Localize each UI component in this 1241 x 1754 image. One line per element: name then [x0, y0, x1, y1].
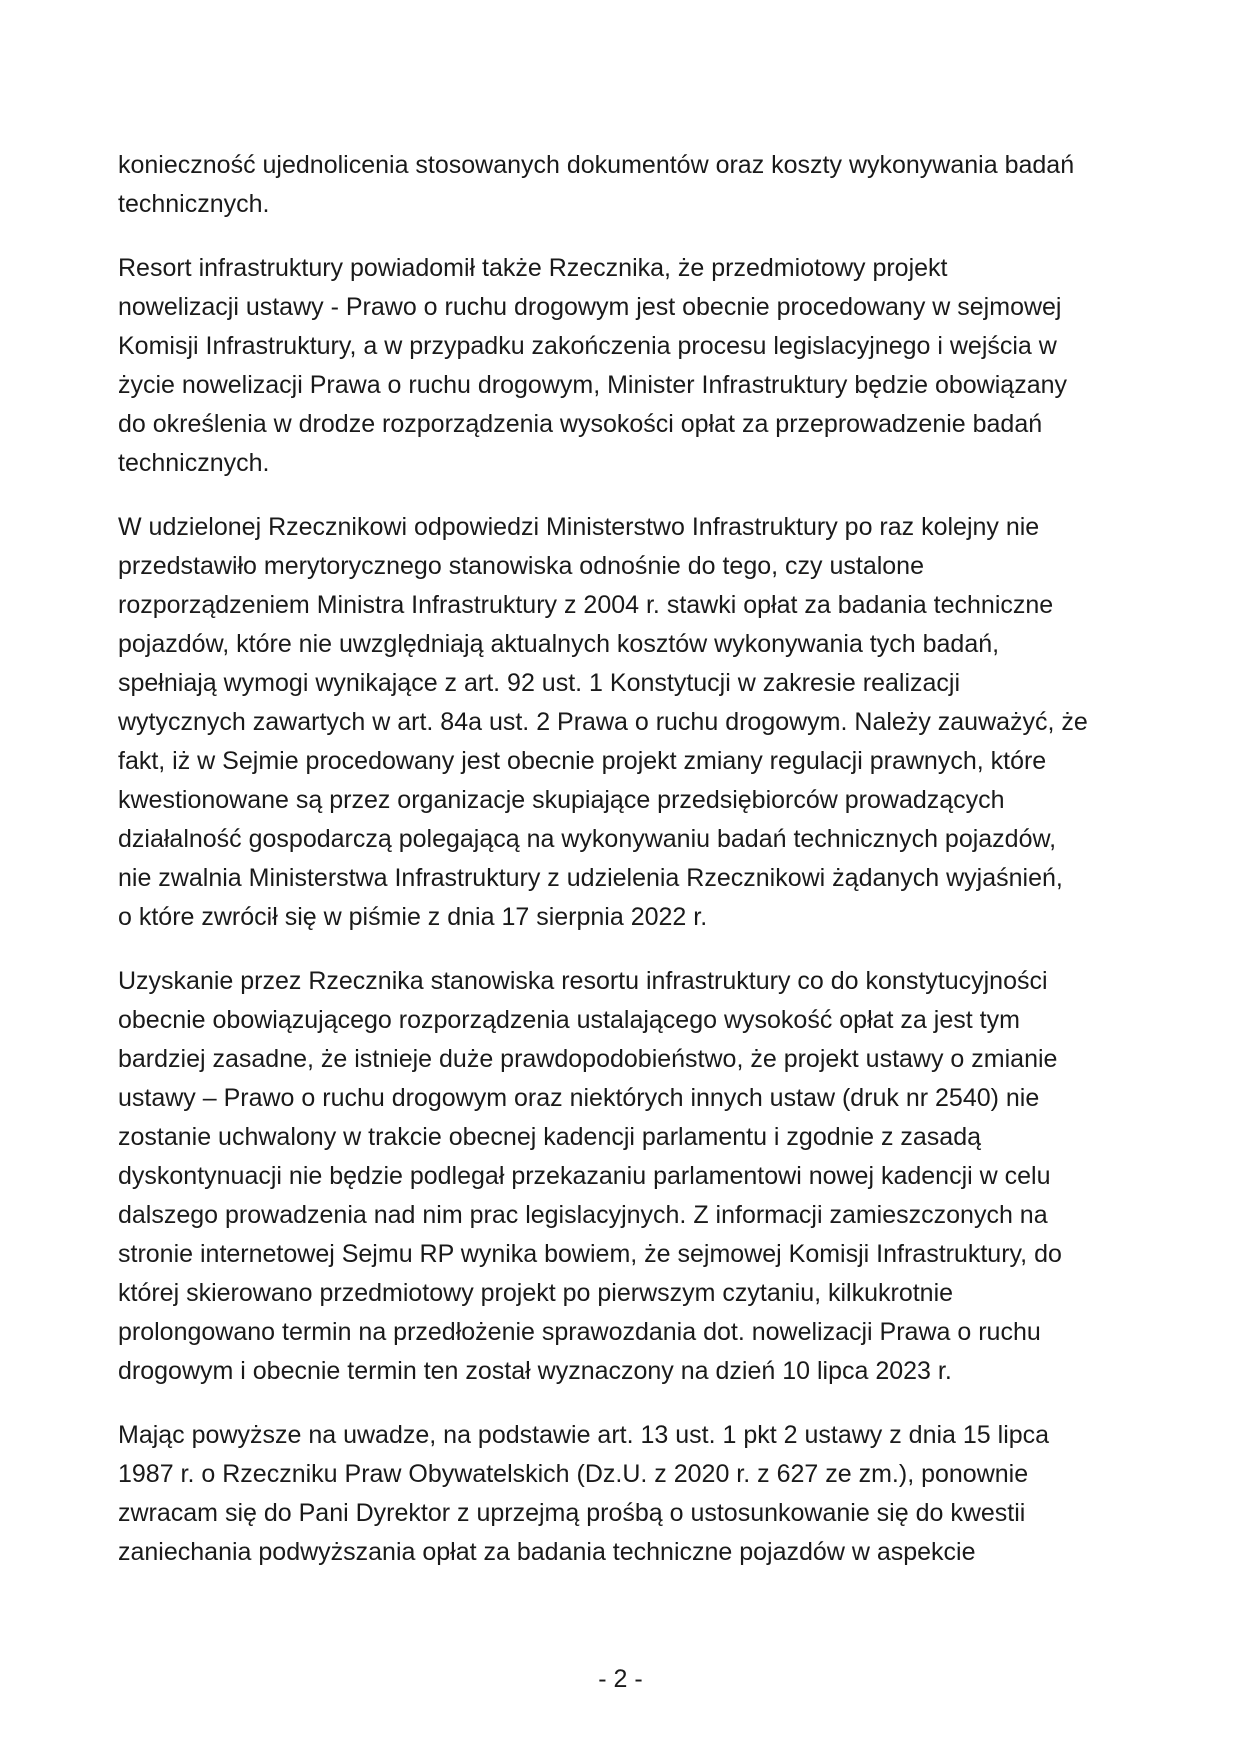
page-number: - 2 - — [598, 1665, 643, 1693]
text-line: kwestionowane są przez organizacje skupiające przedsiębiorców prowadzących — [118, 786, 1005, 814]
paragraph-4 — [118, 962, 1134, 1391]
text-line: Resort infrastruktury powiadomił także Rzecznika, że przedmiotowy projekt — [118, 254, 948, 282]
text-line: ustawy – Prawo o ruchu drogowym oraz niektórych innych ustaw (druk nr 2540) nie — [118, 1084, 1040, 1112]
text-line: 1987 r. o Rzeczniku Praw Obywatelskich (Dz.U. z 2020 r. z 627 ze zm.), ponownie — [118, 1460, 1029, 1488]
text-line: dalszego prowadzenia nad nim prac legislacyjnych. Z informacji zamieszczonych na — [118, 1201, 1048, 1229]
text-line: spełniają wymogi wynikające z art. 92 ust. 1 Konstytucji w zakresie realizacji — [118, 669, 961, 697]
text-line: prolongowano termin na przedłożenie sprawozdania dot. nowelizacji Prawa o ruchu — [118, 1318, 1041, 1346]
paragraph-5 — [118, 1416, 1134, 1572]
text-line: której skierowano przedmiotowy projekt po pierwszym czytaniu, kilkukrotnie — [118, 1279, 954, 1307]
paragraph-2 — [118, 249, 1134, 483]
text-line: bardziej zasadne, że istnieje duże prawdopodobieństwo, że projekt ustawy o zmianie — [118, 1045, 1058, 1073]
text-line: wytycznych zawartych w art. 84a ust. 2 Prawa o ruchu drogowym. Należy zauważyć, że — [118, 708, 1088, 736]
text-line: nie zwalnia Ministerstwa Infrastruktury z udzielenia Rzecznikowi żądanych wyjaśnień, — [118, 864, 1063, 892]
text-line: Mając powyższe na uwadze, na podstawie art. 13 ust. 1 pkt 2 ustawy z dnia 15 lipca — [118, 1421, 1050, 1449]
text-line: życie nowelizacji Prawa o ruchu drogowym, Minister Infrastruktury będzie obowiązany — [118, 371, 1068, 399]
text-line: dyskontynuacji nie będzie podlegał przekazaniu parlamentowi nowej kadencji w celu — [118, 1162, 1051, 1190]
text-line: działalność gospodarczą polegającą na wykonywaniu badań technicznych pojazdów, — [118, 825, 1057, 853]
text-line: zwracam się do Pani Dyrektor z uprzejmą prośbą o ustosunkowanie się do kwestii — [118, 1499, 1026, 1527]
text-line: nowelizacji ustawy - Prawo o ruchu drogowym jest obecnie procedowany w sejmowej — [118, 293, 1062, 321]
text-line: zaniechania podwyższania opłat za badania techniczne pojazdów w aspekcie — [118, 1538, 976, 1566]
text-line: pojazdów, które nie uwzględniają aktualnych kosztów wykonywania tych badań, — [118, 630, 1000, 658]
text-line: fakt, iż w Sejmie procedowany jest obecnie projekt zmiany regulacji prawnych, które — [118, 747, 1047, 775]
text-line: drogowym i obecnie termin ten został wyznaczony na dzień 10 lipca 2023 r. — [118, 1357, 952, 1385]
document-body — [118, 146, 1134, 1597]
text-line: przedstawiło merytorycznego stanowiska odnośnie do tego, czy ustalone — [118, 552, 924, 580]
text-line: rozporządzeniem Ministra Infrastruktury z 2004 r. stawki opłat za badania techniczne — [118, 591, 1054, 619]
text-line: obecnie obowiązującego rozporządzenia ustalającego wysokość opłat za jest tym — [118, 1006, 1020, 1034]
text-line: konieczność ujednolicenia stosowanych dokumentów oraz koszty wykonywania badań — [118, 151, 1075, 179]
text-line: technicznych. — [118, 190, 270, 218]
text-line: Uzyskanie przez Rzecznika stanowiska resortu infrastruktury co do konstytucyjności — [118, 967, 1048, 995]
paragraph-1 — [118, 146, 1134, 224]
text-line: W udzielonej Rzecznikowi odpowiedzi Ministerstwo Infrastruktury po raz kolejny nie — [118, 513, 1040, 541]
text-line: o które zwrócił się w piśmie z dnia 17 sierpnia 2022 r. — [118, 903, 708, 931]
text-line: zostanie uchwalony w trakcie obecnej kadencji parlamentu i zgodnie z zasadą — [118, 1123, 982, 1151]
text-line: Komisji Infrastruktury, a w przypadku zakończenia procesu legislacyjnego i wejścia w — [118, 332, 1057, 360]
text-line: technicznych. — [118, 449, 270, 477]
paragraph-3 — [118, 508, 1134, 937]
text-line: stronie internetowej Sejmu RP wynika bowiem, że sejmowej Komisji Infrastruktury, do — [118, 1240, 1062, 1268]
text-line: do określenia w drodze rozporządzenia wysokości opłat za przeprowadzenie badań — [118, 410, 1043, 438]
